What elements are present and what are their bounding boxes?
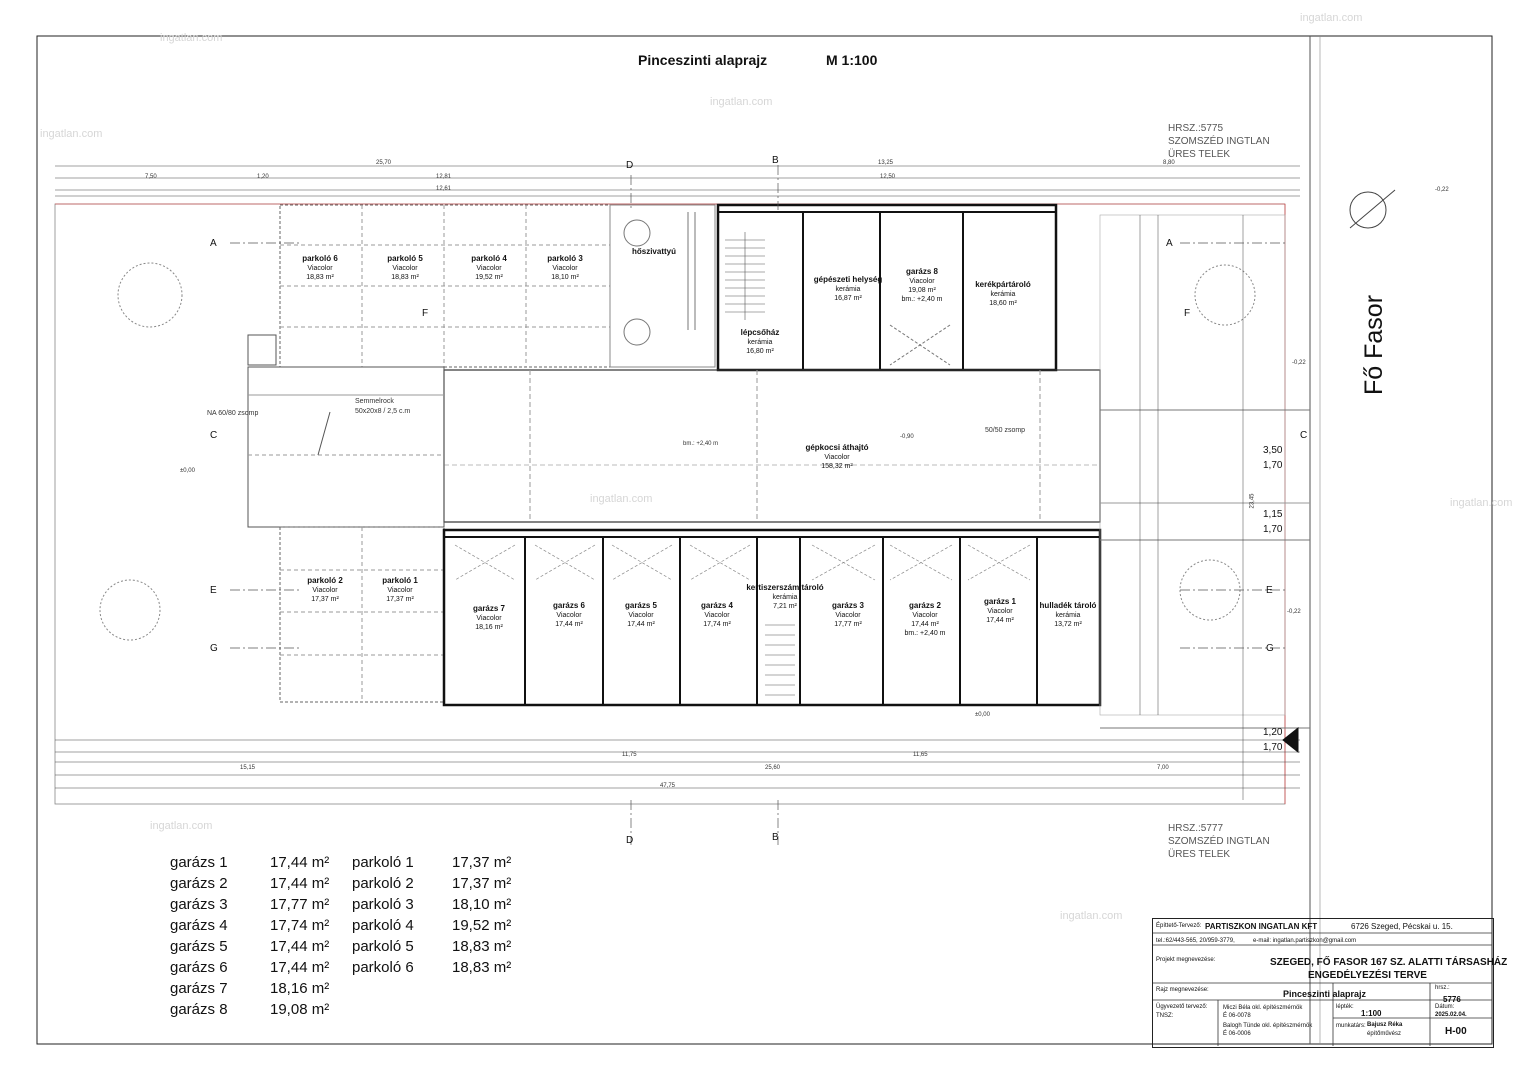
room-name: garázs 7	[472, 604, 506, 613]
staff-label: munkatárs:	[1336, 1023, 1366, 1029]
project-label: Projekt megnevezése:	[1156, 957, 1216, 963]
garage-area: 17,44 m²	[270, 959, 330, 976]
semmelrock-size: 50x20x8 / 2,5 c.m	[355, 408, 411, 415]
room-detail: bm.: +2,40 m	[901, 296, 943, 303]
dimension: 1,20	[257, 174, 269, 180]
room-detail: 13,72 m²	[1054, 621, 1082, 628]
room-detail: kerámia	[1055, 612, 1081, 619]
tree-2	[1195, 265, 1255, 325]
room-detail: Viacolor	[312, 587, 338, 594]
garage-area: 17,44 m²	[270, 875, 330, 892]
area-table-row	[170, 999, 534, 1020]
zsomp-label-1: NA 60/80 zsomp	[207, 410, 259, 417]
watermark: ingatlan.com	[710, 96, 773, 108]
garage-name: garázs 8	[170, 1001, 228, 1018]
gate-dimension: 3,50	[1263, 445, 1283, 456]
room-label	[444, 604, 534, 632]
neighbour-south-line-2: SZOMSZÉD INGTLAN	[1168, 836, 1270, 847]
road-label: Fő Fasor	[1360, 294, 1388, 395]
garage-name: garázs 6	[170, 959, 228, 976]
garage-area: 19,08 m²	[270, 1001, 330, 1018]
section-marker-g: G	[1266, 643, 1274, 654]
parking-area: 17,37 m²	[452, 854, 512, 871]
client-label: Építtető-Tervező:	[1156, 923, 1202, 929]
garage-area: 18,16 m²	[270, 980, 330, 997]
tree-3	[100, 580, 160, 640]
section-marker-d: D	[626, 160, 634, 171]
section-marker-f: F	[422, 308, 429, 319]
level-label: ±0,00	[975, 712, 990, 718]
room-detail: 16,80 m²	[746, 348, 774, 355]
heat-pump-area	[610, 205, 715, 367]
date-label: Dátum:	[1435, 1004, 1455, 1010]
neighbour-north-line-1: HRSZ.:5775	[1168, 123, 1224, 134]
watermark: ingatlan.com	[1300, 12, 1363, 24]
room-name: parkoló 1	[382, 576, 418, 585]
room-name: garázs 3	[831, 601, 865, 610]
watermark: ingatlan.com	[40, 128, 103, 140]
room-detail: 17,77 m²	[834, 621, 862, 628]
section-marker-e: E	[210, 585, 217, 596]
level-label: -0,22	[1435, 187, 1449, 193]
room-detail: kerámia	[772, 594, 798, 601]
room-name: garázs 2	[908, 601, 942, 610]
dimension: 23,45	[1249, 493, 1256, 509]
room-name: gépkocsi áthajtó	[805, 443, 869, 452]
area-table-row	[170, 894, 534, 915]
room-detail: 17,44 m²	[627, 621, 655, 628]
section-marker-b: B	[772, 155, 779, 166]
garage-name: garázs 3	[170, 896, 228, 913]
room-label	[609, 247, 699, 257]
room-name: garázs 5	[624, 601, 658, 610]
garage-name: garázs 5	[170, 938, 228, 955]
room-label	[792, 443, 882, 471]
section-marker-e: E	[1266, 585, 1273, 596]
tree-1	[118, 263, 182, 327]
neighbour-north	[1168, 122, 1270, 161]
drawing-name: Pinceszinti alaprajz	[1283, 989, 1367, 999]
section-marker-c: C	[1300, 430, 1308, 441]
room-label	[1023, 601, 1113, 629]
room-detail: 17,44 m²	[986, 617, 1014, 624]
room-name: parkoló 4	[471, 254, 507, 263]
dimension: 8,80	[1163, 160, 1175, 166]
area-table-row	[170, 915, 534, 936]
dimension: 12,81	[436, 174, 452, 180]
sheet-number: H-00	[1445, 1026, 1467, 1037]
level-label: -0,22	[1292, 360, 1306, 366]
dimension: 11,65	[913, 752, 928, 758]
gate-dimension: 1,15	[1263, 509, 1283, 520]
room-name: parkoló 3	[547, 254, 583, 263]
staff-role: építőművész	[1367, 1031, 1402, 1037]
neighbour-south-line-1: HRSZ.:5777	[1168, 823, 1224, 834]
project-line-1: SZEGED, FŐ FASOR 167 SZ. ALATTI TÁRSASHÁZ	[1270, 957, 1508, 968]
area-table-row	[170, 873, 534, 894]
room-detail: kerámia	[990, 291, 1016, 298]
room-detail: 17,37 m²	[311, 596, 339, 603]
parking-area	[452, 999, 534, 1020]
client-name: PARTISZKON INGATLAN KFT	[1205, 922, 1318, 931]
parking-area: 18,83 m²	[452, 959, 512, 976]
scale-value: 1:100	[1361, 1009, 1382, 1018]
garage-name: garázs 1	[170, 854, 228, 871]
room-detail: Viacolor	[552, 265, 578, 272]
level-label: -0,90	[900, 434, 914, 440]
parking-name: parkoló 3	[352, 896, 414, 913]
drawing-label: Rajz megnevezése:	[1156, 987, 1209, 993]
room-label	[360, 254, 450, 282]
room-label	[877, 267, 967, 304]
area-table-row	[170, 957, 534, 978]
parking-area: 18,83 m²	[452, 938, 512, 955]
garage-area: 17,44 m²	[270, 938, 330, 955]
watermark: ingatlan.com	[160, 32, 223, 44]
level-label: ±0,00	[180, 468, 195, 474]
parking-area: 17,37 m²	[452, 875, 512, 892]
dimension: 12,61	[436, 186, 452, 192]
bm-label: bm.: +2,40 m	[683, 441, 719, 447]
room-detail: Viacolor	[704, 612, 730, 619]
west-ramp	[248, 367, 444, 527]
parking-name: parkoló 1	[352, 854, 414, 871]
area-table-row	[170, 936, 534, 957]
room-detail: 18,83 m²	[306, 274, 334, 281]
dimension: 15,15	[240, 765, 256, 771]
room-label	[715, 328, 805, 356]
title-block	[1152, 918, 1508, 1048]
client-phone: tel.:62/443-565, 20/959-3779,	[1156, 938, 1235, 944]
room-detail: Viacolor	[628, 612, 654, 619]
room-name: garázs 4	[700, 601, 734, 610]
area-table-row	[170, 978, 534, 999]
room-detail: 18,83 m²	[391, 274, 419, 281]
room-label	[275, 254, 365, 282]
room-detail: 17,74 m²	[703, 621, 731, 628]
north-arrow	[1350, 192, 1386, 228]
semmelrock-label: Semmelrock	[355, 398, 394, 405]
room-detail: Viacolor	[476, 615, 502, 622]
dimension: 7,00	[1157, 765, 1169, 771]
room-detail: Viacolor	[556, 612, 582, 619]
tnsz-label: TNSZ:	[1156, 1013, 1174, 1019]
designer-2: Balogh Tünde okl. építészmérnök	[1223, 1023, 1313, 1029]
neighbour-north-line-3: ÜRES TELEK	[1168, 149, 1231, 160]
area-summary-table	[170, 852, 534, 1020]
room-detail: 17,44 m²	[555, 621, 583, 628]
room-detail: bm.: +2,40 m	[904, 630, 946, 637]
gate-dimension: 1,70	[1263, 742, 1283, 753]
designer-1: Miczi Béla okl. építészmérnök	[1223, 1005, 1303, 1011]
section-marker-d: D	[626, 835, 634, 846]
parking-name	[352, 999, 452, 1020]
room-detail: Viacolor	[835, 612, 861, 619]
section-marker-c: C	[210, 430, 218, 441]
garage-area: 17,77 m²	[270, 896, 330, 913]
drawing-scale: M 1:100	[826, 52, 878, 68]
date-value: 2025.02.04.	[1435, 1012, 1467, 1018]
parking-area: 19,52 m²	[452, 917, 512, 934]
room-name: garázs 1	[983, 597, 1017, 606]
room-detail: Viacolor	[824, 454, 850, 461]
room-name: lépcsőház	[740, 328, 780, 337]
section-marker-a: A	[210, 238, 217, 249]
room-detail: 18,10 m²	[551, 274, 579, 281]
section-marker-a: A	[1166, 238, 1173, 249]
room-detail: 158,32 m²	[821, 463, 853, 470]
zsomp-label-2: 50/50 zsomp	[985, 427, 1026, 434]
room-detail: 17,44 m²	[911, 621, 939, 628]
room-name: hulladék tároló	[1039, 601, 1097, 610]
garage-area: 17,74 m²	[270, 917, 330, 934]
area-table-row	[170, 852, 534, 873]
room-detail: 19,52 m²	[475, 274, 503, 281]
watermark: ingatlan.com	[1060, 910, 1123, 922]
room-detail: 7,21 m²	[773, 603, 797, 610]
section-marker-f: F	[1184, 308, 1191, 319]
client-address: 6726 Szeged, Pécskai u. 15.	[1351, 922, 1453, 931]
hrsz-label: hrsz.:	[1435, 985, 1450, 991]
section-marker-b: B	[772, 832, 779, 843]
dimension: 11,75	[622, 752, 637, 758]
room-detail: 18,60 m²	[989, 300, 1017, 307]
driveway	[444, 370, 1100, 522]
garage-area: 17,44 m²	[270, 854, 330, 871]
room-label	[355, 576, 445, 604]
room-detail: Viacolor	[987, 608, 1013, 615]
parking-name: parkoló 2	[352, 875, 414, 892]
garage-name: garázs 4	[170, 917, 228, 934]
watermark: ingatlan.com	[150, 820, 213, 832]
designer-label: Ügyvezető tervező:	[1156, 1004, 1208, 1010]
room-name: kertiszerszám tároló	[746, 583, 824, 592]
parking-name	[352, 978, 452, 999]
room-detail: 16,87 m²	[834, 295, 862, 302]
section-marker-g: G	[210, 643, 218, 654]
watermark: ingatlan.com	[1450, 497, 1513, 509]
dimension: 12,50	[880, 174, 896, 180]
garage-name: garázs 7	[170, 980, 228, 997]
room-label	[520, 254, 610, 282]
room-detail: Viacolor	[476, 265, 502, 272]
room-detail: Viacolor	[909, 278, 935, 285]
dimension: 25,70	[376, 160, 392, 166]
room-detail: kerámia	[747, 339, 773, 346]
parking-name: parkoló 6	[352, 959, 414, 976]
designer-2-id: É 06-0006	[1223, 1031, 1251, 1037]
room-name: parkoló 5	[387, 254, 423, 263]
room-detail: 18,16 m²	[475, 624, 503, 631]
staff-name: Bajusz Réka	[1367, 1022, 1403, 1028]
room-name: hőszivattyú	[631, 247, 676, 256]
garage-name: garázs 2	[170, 875, 228, 892]
room-detail: Viacolor	[392, 265, 418, 272]
scale-label: lépték:	[1336, 1004, 1354, 1010]
gate-dimension: 1,70	[1263, 524, 1283, 535]
room-label	[958, 280, 1048, 308]
dimension: 47,75	[660, 783, 676, 789]
watermark: ingatlan.com	[590, 493, 653, 505]
gate-dimension: 1,70	[1263, 460, 1283, 471]
parking-area	[452, 978, 534, 999]
client-email: e-mail: ingatlan.partiszkon@gmail.com	[1253, 938, 1357, 944]
room-detail: Viacolor	[387, 587, 413, 594]
drawing-title: Pinceszinti alaprajz	[638, 52, 768, 68]
neighbour-south	[1168, 822, 1270, 861]
parking-area: 18,10 m²	[452, 896, 512, 913]
room-name: garázs 8	[905, 267, 939, 276]
neighbour-north-line-2: SZOMSZÉD INGTLAN	[1168, 136, 1270, 147]
dimension: 25,60	[765, 765, 781, 771]
gate-dimension: 1,20	[1263, 727, 1283, 738]
room-name: gépészeti helység	[813, 275, 883, 284]
room-detail: Viacolor	[912, 612, 938, 619]
room-name: parkoló 6	[302, 254, 338, 263]
room-detail: Viacolor	[307, 265, 333, 272]
project-line-2: ENGEDÉLYEZÉSI TERVE	[1308, 970, 1427, 981]
room-name: kerékpártároló	[975, 280, 1031, 289]
room-name: parkoló 2	[307, 576, 343, 585]
parking-name: parkoló 5	[352, 938, 414, 955]
level-label: -0,22	[1287, 609, 1301, 615]
designer-1-id: É 06-0078	[1223, 1013, 1251, 1019]
hrsz-value: 5776	[1443, 995, 1461, 1004]
room-detail: kerámia	[835, 286, 861, 293]
room-detail: 17,37 m²	[386, 596, 414, 603]
dimension: 7,50	[145, 174, 157, 180]
parking-name: parkoló 4	[352, 917, 414, 934]
neighbour-south-line-3: ÜRES TELEK	[1168, 849, 1231, 860]
dimension: 13,25	[878, 160, 894, 166]
room-name: garázs 6	[552, 601, 586, 610]
room-detail: 19,08 m²	[908, 287, 936, 294]
